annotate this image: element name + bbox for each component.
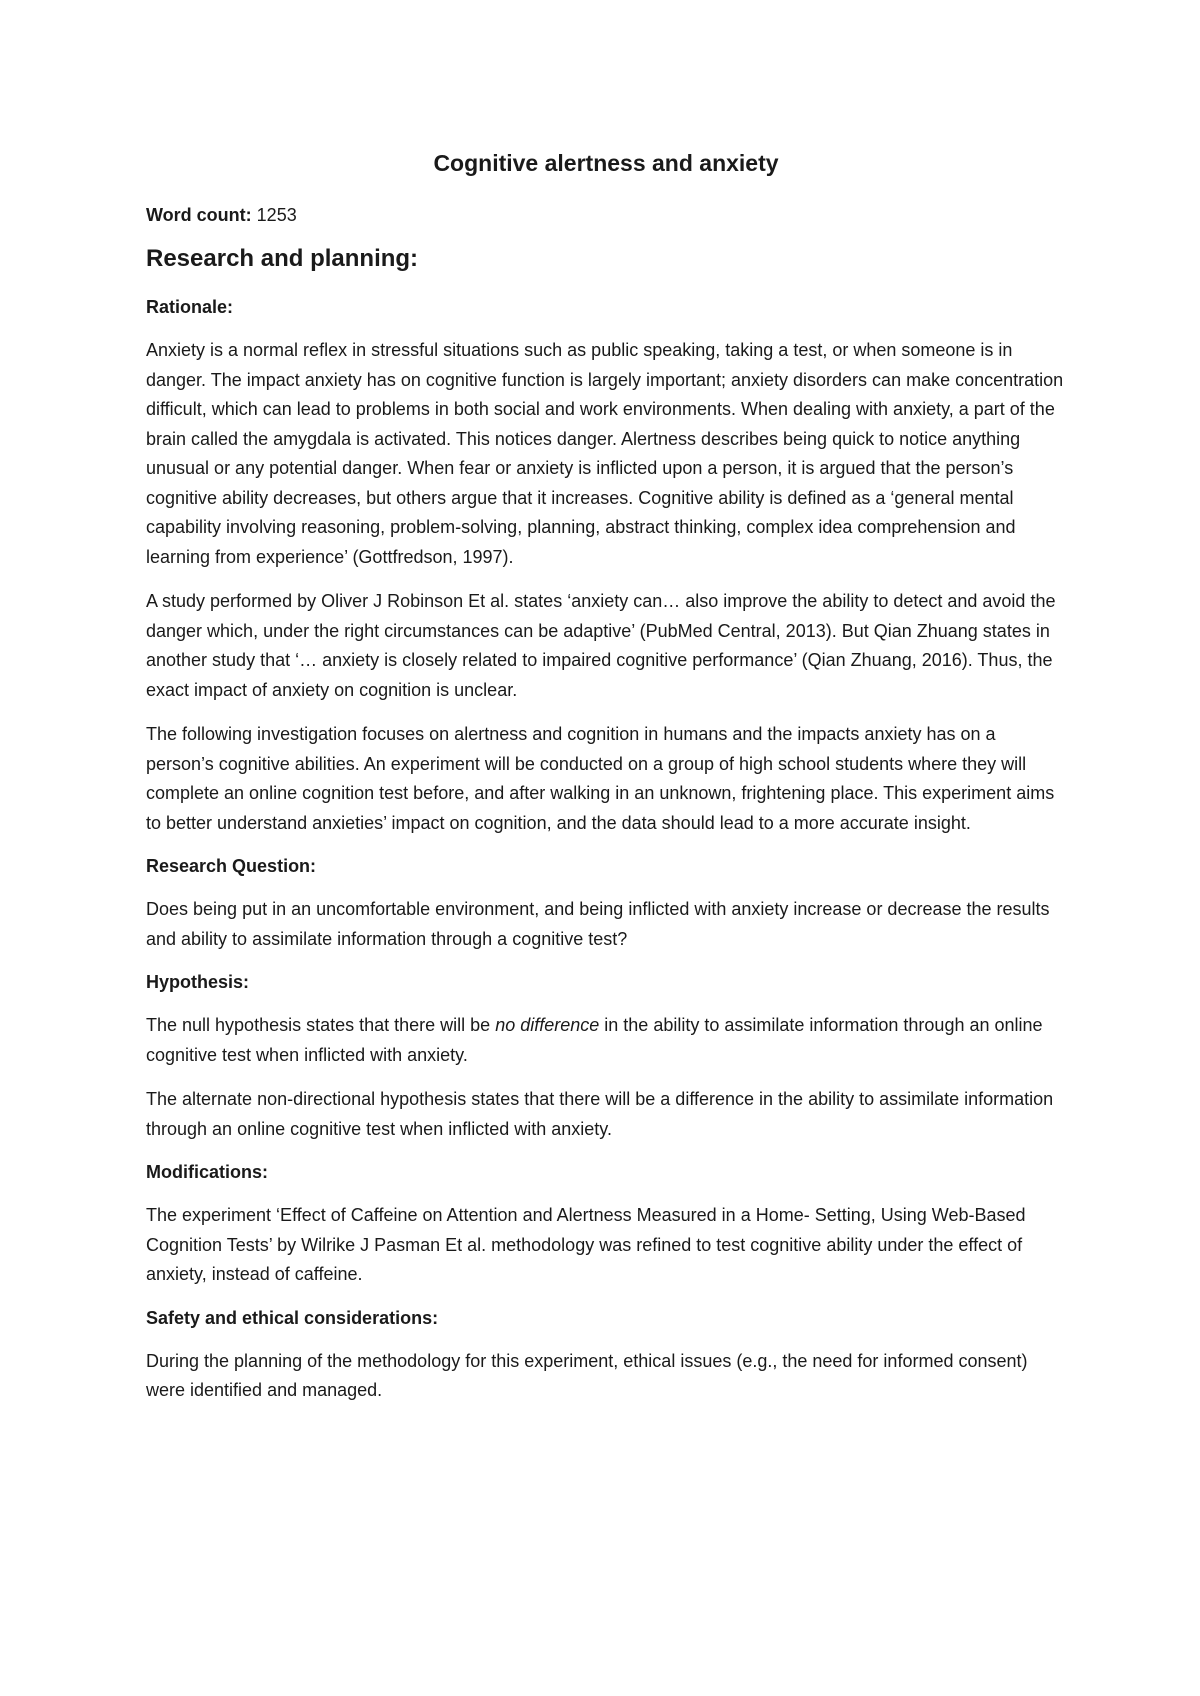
word-count-label: Word count: xyxy=(146,205,252,225)
null-hypothesis-text-end: in the ability to assimilate information through an online cognitive test when inflicted with anxiety. xyxy=(146,1015,1043,1065)
heading-modifications: Modifications: xyxy=(146,1162,268,1182)
word-count-value: 1253 xyxy=(256,205,297,225)
research-question-paragraph: Does being put in an uncomfortable environment, and being inflicted with anxiety increase or decrease the results and ability to assimilate information through a cognitive test? xyxy=(146,899,1050,949)
word-count xyxy=(146,202,1066,228)
safety-ethics-paragraph: During the planning of the methodology for this experiment, ethical issues (e.g., the need for informed consent) were identified and managed. xyxy=(146,1350,1028,1400)
heading-rationale: Rationale: xyxy=(146,297,234,317)
section-heading-research-planning: Research and planning: xyxy=(146,245,419,272)
rationale-paragraph-3: The following investigation focuses on alertness and cognition in humans and the impacts anxiety has on a person’s cognitive abilities. An experiment will be conducted on a group of high school students where they will complete an online cognition test before, and after walking in an unknown, frightening place. This experiment aims to better understand anxieties’ impact on cognition, and the data should lead to a more accurate insight. xyxy=(146,724,1055,833)
heading-safety-ethics: Safety and ethical considerations: xyxy=(146,1307,439,1328)
modifications-paragraph: The experiment ‘Effect of Caffeine on Attention and Alertness Measured in a Home- Setting, Using Web-Based Cognition Tests’ by Wilrike J Pasman Et al. methodology was refined to test cognitive ability under the effect of anxiety, instead of caffeine. xyxy=(146,1205,1026,1284)
null-hypothesis-emphasis: no difference xyxy=(495,1015,600,1035)
rationale-paragraph-2: A study performed by Oliver J Robinson Et al. states ‘anxiety can… also improve the ability to detect and avoid the danger which, under the right circumstances can be adaptive’ (PubMed Central, 2013). But Qian Zhuang states in another study that ‘… anxiety is closely related to impaired cognitive performance’ (Qian Zhuang, 2016). Thus, the exact impact of anxiety on cognition is unclear. xyxy=(146,591,1056,700)
heading-research-question: Research Question: xyxy=(146,856,317,876)
alternate-hypothesis-paragraph: The alternate non-directional hypothesis states that there will be a difference in the ability to assimilate information through an online cognitive test when inflicted with anxiety. xyxy=(146,1089,1054,1139)
heading-hypothesis: Hypothesis: xyxy=(146,972,250,992)
null-hypothesis-text-start: The null hypothesis states that there will be xyxy=(146,1015,496,1035)
rationale-paragraph-1: Anxiety is a normal reflex in stressful situations such as public speaking, taking a test, or when someone is in danger. The impact anxiety has on cognitive function is largely important; anxiety disorders can make concentration difficult, which can lead to problems in both social and work environments. When dealing with anxiety, a part of the brain called the amygdala is activated. This notices danger. Alertness describes being quick to notice anything unusual or any potential danger. When fear or anxiety is inflicted upon a person, it is argued that the person’s cognitive ability decreases, but others argue that it increases. Cognitive ability is defined as a ‘general mental capability involving reasoning, problem-solving, planning, abstract thinking, complex idea comprehension and learning from experience’ (Gottfredson, 1997). xyxy=(146,340,1064,567)
document-body xyxy=(146,146,1066,1421)
document-title: Cognitive alertness and anxiety xyxy=(433,150,779,176)
null-hypothesis-paragraph xyxy=(146,1011,1066,1070)
